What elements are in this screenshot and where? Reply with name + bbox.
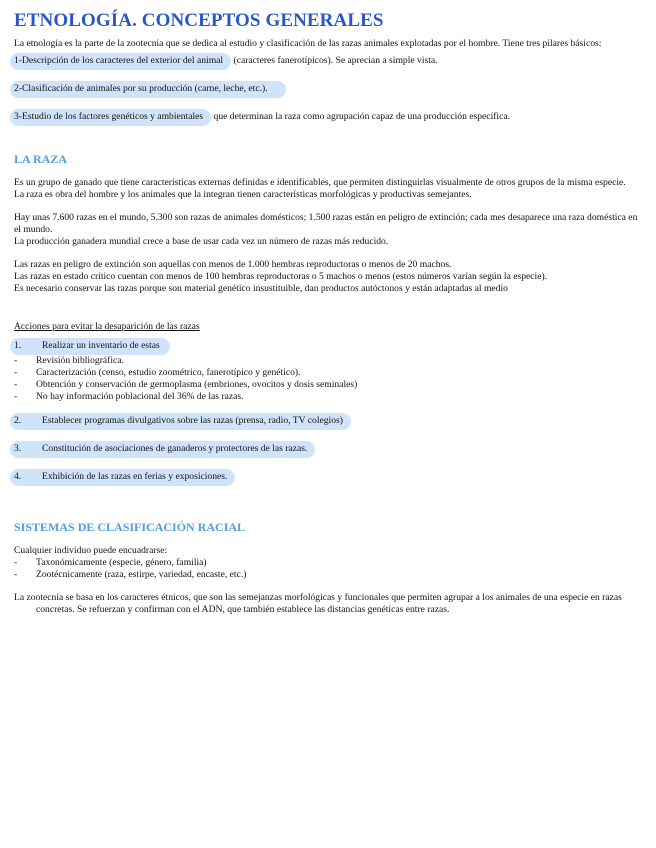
raza-paragraph-3: Hay unas 7.600 razas en el mundo, 5.300 son razas de animales domésticos; 1.500 razas están en peligro de extinción; cada mes desaparece una raza doméstica en el mundo. bbox=[14, 212, 638, 235]
accion-item-2-number: 2. bbox=[14, 415, 22, 426]
pillar-3 bbox=[14, 109, 642, 126]
intro-paragraph: La etnología es la parte de la zootecnia que se dedica al estudio y clasificación de las razas animales explotadas por el hombre. Tiene tres pilares básicos: bbox=[14, 38, 602, 49]
accion-item-1-label: Realizar un inventario de estas bbox=[42, 340, 160, 351]
accion-item-4 bbox=[14, 469, 642, 486]
pillar-1-text: (caracteres fanerotípicos). Se aprecian a simple vista. bbox=[231, 55, 438, 66]
section-heading-raza: LA RAZA bbox=[14, 152, 68, 166]
accion-subitem: - Revisión bibliográfica. bbox=[14, 355, 642, 367]
raza-paragraph-1: Es un grupo de ganado que tiene características externas definidas e identificables, que permiten distinguirlas visualmente de otros grupos de la misma especie. bbox=[14, 177, 626, 188]
raza-paragraph-5: Las razas en peligro de extinción son aquellas con menos de 1.000 hembras reproductoras o menos de 20 machos. bbox=[14, 259, 452, 270]
accion-item-3-pill bbox=[10, 441, 315, 458]
page-title: ETNOLOGÍA. CONCEPTOS GENERALES bbox=[14, 10, 384, 31]
pillar-2-highlight: 2-Clasificación de animales por su producción (carne, leche, etc.). bbox=[10, 81, 286, 98]
accion-item-1-number: 1. bbox=[14, 340, 22, 351]
raza-paragraph-6: Las razas en estado crítico cuentan con menos de 100 hembras reproductoras o 5 machos o menos (estos números varían según la especie). bbox=[14, 271, 548, 282]
pillar-1 bbox=[14, 53, 642, 70]
pillar-3-highlight: 3-Estudio de los factores genéticos y ambientales bbox=[10, 109, 211, 126]
sistemas-list-item: - Zootécnicamente (raza, estirpe, variedad, encaste, etc.) bbox=[14, 569, 642, 581]
acciones-section bbox=[14, 321, 642, 486]
accion-item-2 bbox=[14, 413, 642, 430]
raza-section bbox=[14, 177, 642, 295]
pillar-list bbox=[14, 53, 642, 126]
sistemas-section bbox=[14, 545, 642, 616]
accion-item-3 bbox=[14, 441, 642, 458]
accion-item-4-number: 4. bbox=[14, 471, 22, 482]
accion-item-1-pill bbox=[10, 338, 170, 355]
raza-paragraph-4: La producción ganadera mundial crece a base de usar cada vez un número de razas más reducido. bbox=[14, 236, 389, 247]
pillar-1-highlight: 1-Descripción de los caracteres del exterior del animal bbox=[10, 53, 231, 70]
accion-item-1 bbox=[14, 338, 642, 355]
sistemas-intro: Cualquier individuo puede encuadrarse: bbox=[14, 545, 168, 556]
pillar-3-text: que determinan la raza como agrupación capaz de una producción específica. bbox=[211, 111, 511, 122]
accion-item-3-number: 3. bbox=[14, 443, 22, 454]
accion-item-4-pill bbox=[10, 469, 235, 486]
accion-item-4-label: Exhibición de las razas en ferias y exposiciones. bbox=[42, 471, 228, 482]
accion-subitem: - No hay información poblacional del 36% de las razas. bbox=[14, 391, 642, 403]
sistemas-list bbox=[14, 557, 642, 581]
raza-paragraph-2: La raza es obra del hombre y los animales que la integran tienen características morfológicas y productivas semejantes. bbox=[14, 189, 472, 200]
accion-subitem-list bbox=[14, 355, 642, 403]
accion-item-3-label: Constitución de asociaciones de ganaderos y protectores de las razas. bbox=[42, 443, 308, 454]
acciones-heading: Acciones para evitar la desaparición de las razas bbox=[14, 321, 200, 332]
accion-item-2-label: Establecer programas divulgativos sobre las razas (prensa, radio, TV colegios) bbox=[42, 415, 343, 426]
section-heading-sistemas: SISTEMAS DE CLASIFICACIÓN RACIAL bbox=[14, 520, 246, 534]
document-page bbox=[14, 10, 642, 616]
accion-subitem: - Caracterización (censo, estudio zoométrico, fanerotípico y genético). bbox=[14, 367, 642, 379]
accion-subitem: - Obtención y conservación de germoplasma (embriones, ovocitos y dosis seminales) bbox=[14, 379, 642, 391]
accion-item-2-pill bbox=[10, 413, 351, 430]
pillar-2 bbox=[14, 81, 642, 98]
sistemas-paragraph: La zootecnia se basa en los caracteres étnicos, que son las semejanzas morfológicas y funcionales que permiten agrupar a los animales de una especie en razas concretas. Se refuerzan y confirman con el ADN, que también establece las distancias genéticas entre razas. bbox=[14, 592, 622, 615]
raza-paragraph-7: Es necesario conservar las razas porque son material genético insustituible, dan productos autóctonos y están adaptadas al medio bbox=[14, 283, 508, 294]
sistemas-list-item: - Taxonómicamente (especie, género, familia) bbox=[14, 557, 642, 569]
